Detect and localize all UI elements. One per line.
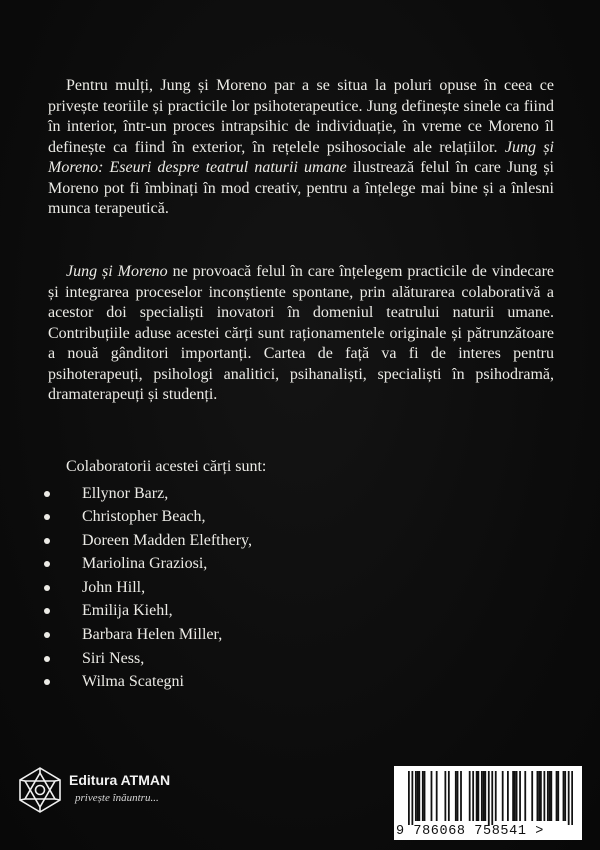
barcode-bar	[516, 771, 518, 821]
barcode-bar	[418, 771, 420, 821]
contributor-item: Siri Ness,	[66, 647, 466, 671]
barcode-bar	[481, 771, 483, 821]
barcode-bars	[408, 771, 573, 825]
short-title-italic: Jung și Moreno	[66, 263, 168, 280]
isbn-barcode	[394, 766, 582, 840]
contributor-item: Doreen Madden Elefthery,	[66, 529, 466, 553]
barcode-bar	[484, 771, 486, 821]
description-paragraph-1	[48, 76, 554, 220]
book-title-italic: Jung și Moreno: Eseuri despre teatrul naturii umane	[48, 138, 554, 176]
barcode-bar	[495, 771, 497, 821]
barcode-bar	[538, 771, 540, 821]
barcode-bar	[436, 771, 438, 821]
barcode-bar	[568, 771, 570, 825]
barcode-bar	[514, 771, 516, 821]
contributor-item: Emilija Kiehl,	[66, 599, 466, 623]
contributor-item: Wilma Scategni	[66, 670, 466, 694]
contributors-list	[66, 482, 466, 694]
barcode-bar	[563, 771, 565, 821]
barcode-bar	[424, 771, 426, 821]
contributor-item: John Hill,	[66, 576, 466, 600]
barcode-bar	[444, 771, 446, 821]
barcode-bar	[477, 771, 479, 821]
paragraph-1-text-b: ilustrează felul în care Jung și Moreno pot fi îmbinați în mod creativ, pentru a înțelege mai bine și a înlesni munca terapeutică.	[48, 159, 555, 217]
barcode-bar	[491, 771, 493, 825]
barcode-bar	[547, 771, 549, 821]
contributor-item: Barbara Helen Miller,	[66, 623, 466, 647]
barcode-bar	[502, 771, 504, 821]
contributor-item: Ellynor Barz,	[66, 482, 466, 506]
barcode-bar	[483, 771, 485, 821]
barcode-bar	[531, 771, 533, 821]
barcode-bar	[455, 771, 457, 821]
barcode-bar	[512, 771, 514, 821]
publisher-name: Editura ATMAN	[69, 772, 171, 788]
star-of-david-mandala-icon	[18, 766, 62, 814]
barcode-bar	[488, 771, 490, 825]
barcode-bar	[507, 771, 509, 821]
barcode-bar	[524, 771, 526, 821]
contributors-section	[66, 457, 466, 694]
contributor-item: Mariolina Graziosi,	[66, 552, 466, 576]
barcode-bar	[564, 771, 566, 821]
barcode-bar	[408, 771, 410, 825]
barcode-bar	[422, 771, 424, 821]
barcode-bar	[571, 771, 573, 825]
barcode-bar	[476, 771, 478, 821]
publisher-block	[18, 766, 208, 818]
barcode-bar	[540, 771, 542, 821]
publisher-tagline: privește înăuntru...	[75, 792, 159, 804]
description-paragraph-2	[48, 262, 554, 406]
barcode-bar	[549, 771, 551, 821]
barcode-bar	[469, 771, 471, 821]
barcode-bar	[472, 771, 474, 821]
contributors-heading: Colaboratorii acestei cărți sunt:	[66, 458, 267, 475]
paragraph-1-text-a: Pentru mulți, Jung și Moreno par a se situa la poluri opuse în ceea ce privește teoriile și practicile lor psihoterapeutice. Jung definește sinele ca fiind în interior, într-un proces intrapsihic de individuație, în vreme ce Moreno îl definește ca fiind în exterior, în rețelele psihosociale ale relațiilor.	[48, 77, 554, 156]
barcode-bar	[415, 771, 417, 821]
barcode-digits: 9 786068 758541 >	[396, 824, 544, 839]
contributor-item: Christopher Beach,	[66, 505, 466, 529]
barcode-bar	[431, 771, 433, 821]
barcode-bar	[448, 771, 450, 821]
barcode-bar	[543, 771, 545, 821]
barcode-bar	[460, 771, 462, 821]
barcode-bar	[457, 771, 459, 821]
barcode-bar	[411, 771, 413, 825]
barcode-bar	[557, 771, 559, 821]
barcode-bar	[537, 771, 539, 821]
barcode-bar	[556, 771, 558, 821]
paragraph-2-text: ne provoacă felul în care înțelegem practicile de vindecare și integrarea proceselor inconștiente spontane, prin alăturarea colaborativă a acestor doi specialiști inovatori în domeniul teatrului naturii umane. Contribuțiile aduse acestei cărți sunt raționamentele originale și pătrunzătoare a nouă gânditori importanți. Cartea de față va fi de interes pentru psihoterapeuți, psihologi analitici, psihanaliști, specialiști în psihodramă, dramaterapeuți și studenți.	[48, 263, 554, 403]
barcode-bar	[519, 771, 521, 821]
barcode-bar	[550, 771, 552, 821]
barcode-bar	[417, 771, 419, 821]
